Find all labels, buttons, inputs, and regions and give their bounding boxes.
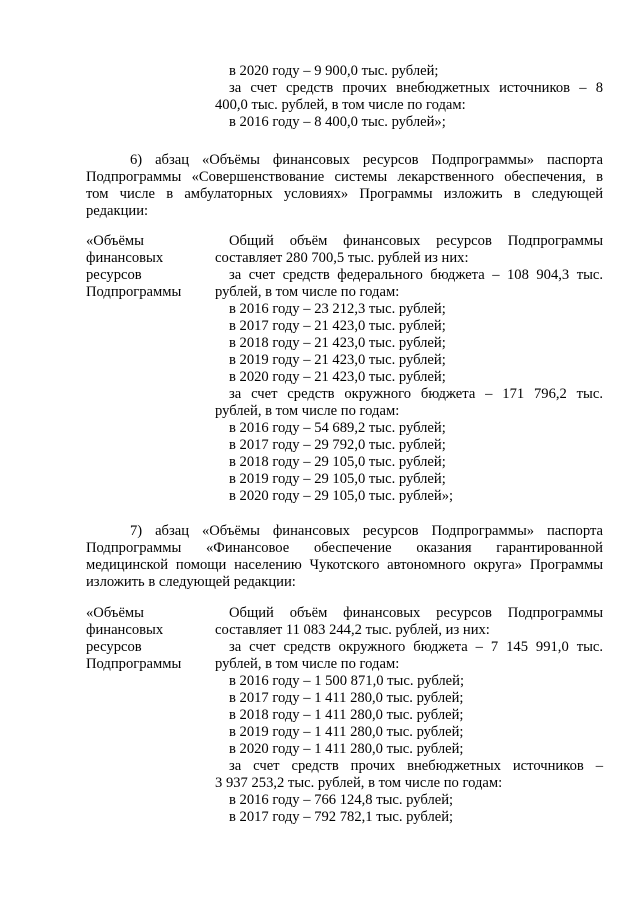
label-line: Подпрограммы <box>86 284 182 300</box>
item6-federal-year: в 2020 году – 21 423,0 тыс. рублей; <box>229 369 446 385</box>
item6-district-year: в 2019 году – 29 105,0 тыс. рублей; <box>229 471 446 487</box>
item6-district-year: в 2017 году – 29 792,0 тыс. рублей; <box>229 437 446 453</box>
item6-federal-year: в 2018 году – 21 423,0 тыс. рублей; <box>229 335 446 351</box>
item6-heading-line2: Подпрограммы «Совершенствование системы лекарственного обеспечения, в <box>86 169 603 185</box>
item6-federal-cont: рублей, в том числе по годам: <box>215 284 400 300</box>
top-year-2020: в 2020 году – 9 900,0 тыс. рублей; <box>229 63 439 79</box>
item7-district-cont: рублей, в том числе по годам: <box>215 656 400 672</box>
item6-district: за счет средств окружного бюджета – 171 796,2 тыс. <box>229 386 603 402</box>
top-other-sources: за счет средств прочих внебюджетных источников – 8 <box>229 80 603 96</box>
item7-other: за счет средств прочих внебюджетных источников – <box>229 758 603 774</box>
top-other-sources-cont: 400,0 тыс. рублей, в том числе по годам: <box>215 97 466 113</box>
item6-federal-year: в 2017 году – 21 423,0 тыс. рублей; <box>229 318 446 334</box>
item7-heading-line4: изложить в следующей редакции: <box>86 574 296 590</box>
item7-district-year: в 2020 году – 1 411 280,0 тыс. рублей; <box>229 741 464 757</box>
item6-heading-line4: редакции: <box>86 203 149 219</box>
item7-label <box>86 605 201 673</box>
item7-total: Общий объём финансовых ресурсов Подпрограммы <box>229 605 603 621</box>
item7-total-cont: составляет 11 083 244,2 тыс. рублей, из них: <box>215 622 490 638</box>
item6-federal-year: в 2019 году – 21 423,0 тыс. рублей; <box>229 352 446 368</box>
item7-other-cont: 3 937 253,2 тыс. рублей, в том числе по годам: <box>215 775 503 791</box>
item6-heading-line3: том числе в амбулаторных условиях» Программы изложить в следующей <box>86 186 603 202</box>
item7-other-year: в 2017 году – 792 782,1 тыс. рублей; <box>229 809 454 825</box>
top-year-2016: в 2016 году – 8 400,0 тыс. рублей»; <box>229 114 446 130</box>
item6-total: Общий объём финансовых ресурсов Подпрограммы <box>229 233 603 249</box>
item7-heading-line2: Подпрограммы «Финансовое обеспечение оказания гарантированной <box>86 540 603 556</box>
item7-district-year: в 2017 году – 1 411 280,0 тыс. рублей; <box>229 690 464 706</box>
item7-other-year: в 2016 году – 766 124,8 тыс. рублей; <box>229 792 454 808</box>
item6-label <box>86 233 201 301</box>
item7-district-year: в 2016 году – 1 500 871,0 тыс. рублей; <box>229 673 465 689</box>
item6-district-cont: рублей, в том числе по годам: <box>215 403 400 419</box>
label-line: финансовых <box>86 250 164 266</box>
label-line: «Объёмы <box>86 605 144 621</box>
item6-total-cont: составляет 280 700,5 тыс. рублей из них: <box>215 250 469 266</box>
item6-district-year: в 2018 году – 29 105,0 тыс. рублей; <box>229 454 446 470</box>
label-line: ресурсов <box>86 639 142 655</box>
item6-federal-year: в 2016 году – 23 212,3 тыс. рублей; <box>229 301 446 317</box>
item7-district: за счет средств окружного бюджета – 7 145 991,0 тыс. <box>229 639 603 655</box>
item7-district-year: в 2018 году – 1 411 280,0 тыс. рублей; <box>229 707 464 723</box>
item7-heading: 7) абзац «Объёмы финансовых ресурсов Подпрограммы» паспорта <box>130 523 603 539</box>
item6-district-year: в 2020 году – 29 105,0 тыс. рублей»; <box>229 488 454 504</box>
item6-federal: за счет средств федерального бюджета – 108 904,3 тыс. <box>229 267 603 283</box>
label-line: ресурсов <box>86 267 142 283</box>
item7-district-year: в 2019 году – 1 411 280,0 тыс. рублей; <box>229 724 464 740</box>
label-line: «Объёмы <box>86 233 144 249</box>
item7-heading-line3: медицинской помощи населению Чукотского автономного округа» Программы <box>86 557 603 573</box>
item6-district-year: в 2016 году – 54 689,2 тыс. рублей; <box>229 420 446 436</box>
item6-heading: 6) абзац «Объёмы финансовых ресурсов Подпрограммы» паспорта <box>130 152 603 168</box>
label-line: Подпрограммы <box>86 656 182 672</box>
label-line: финансовых <box>86 622 164 638</box>
